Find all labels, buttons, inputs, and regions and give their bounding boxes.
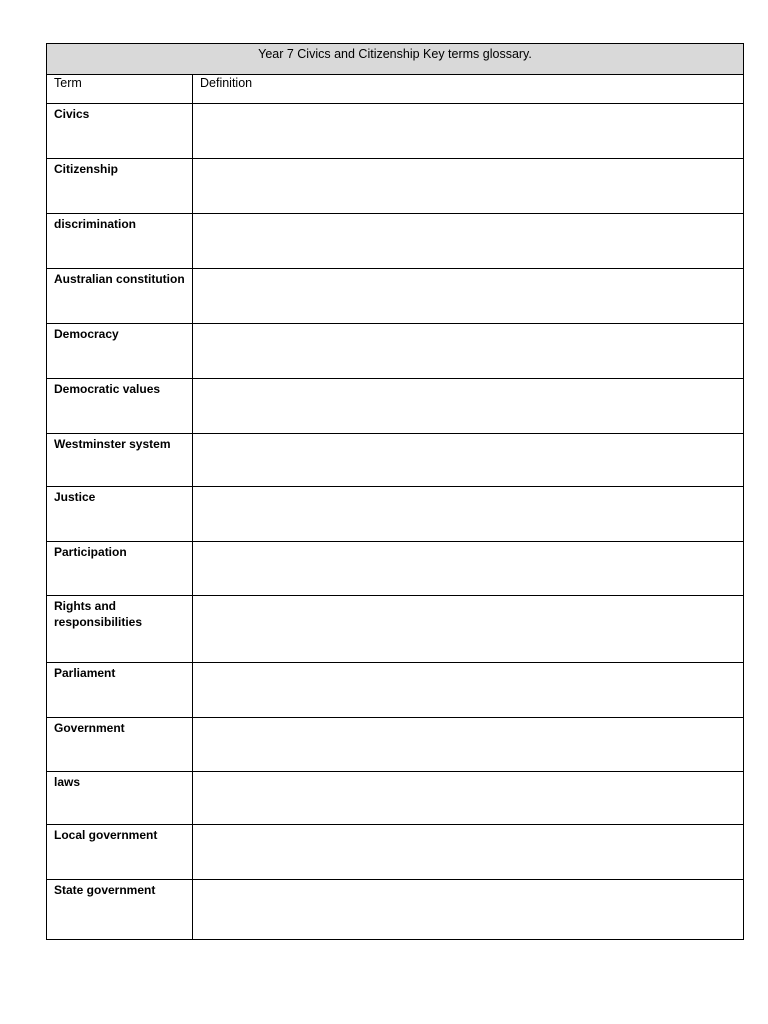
term-cell: Civics [47, 104, 193, 159]
table-row [47, 104, 744, 159]
definition-column-header: Definition [193, 75, 744, 104]
definition-cell[interactable] [193, 596, 744, 663]
definition-cell[interactable] [193, 214, 744, 269]
term-cell: Justice [47, 487, 193, 542]
table-row [47, 214, 744, 269]
term-column-header: Term [47, 75, 193, 104]
definition-cell[interactable] [193, 825, 744, 880]
glossary-title: Year 7 Civics and Citizenship Key terms glossary. [47, 44, 744, 75]
header-row [47, 75, 744, 104]
term-cell: Democratic values [47, 379, 193, 434]
term-cell: State government [47, 880, 193, 940]
table-row [47, 596, 744, 663]
definition-cell[interactable] [193, 487, 744, 542]
term-cell: Westminster system [47, 434, 193, 487]
definition-cell[interactable] [193, 880, 744, 940]
definition-cell[interactable] [193, 379, 744, 434]
table-row [47, 772, 744, 825]
table-row [47, 663, 744, 718]
table-row [47, 880, 744, 940]
definition-cell[interactable] [193, 324, 744, 379]
table-row [47, 825, 744, 880]
term-cell: Government [47, 718, 193, 772]
table-row [47, 269, 744, 324]
title-row [47, 44, 744, 75]
term-cell: Participation [47, 542, 193, 596]
table-row [47, 542, 744, 596]
table-row [47, 379, 744, 434]
definition-cell[interactable] [193, 159, 744, 214]
table-row [47, 718, 744, 772]
term-cell: Democracy [47, 324, 193, 379]
glossary-body [47, 104, 744, 940]
definition-cell[interactable] [193, 542, 744, 596]
table-row [47, 324, 744, 379]
term-cell: Australian constitution [47, 269, 193, 324]
glossary-table [46, 43, 744, 940]
term-cell: Rights and responsibilities [47, 596, 193, 663]
term-cell: laws [47, 772, 193, 825]
table-row [47, 434, 744, 487]
definition-cell[interactable] [193, 718, 744, 772]
term-cell: discrimination [47, 214, 193, 269]
term-cell: Parliament [47, 663, 193, 718]
table-row [47, 159, 744, 214]
definition-cell[interactable] [193, 772, 744, 825]
term-cell: Citizenship [47, 159, 193, 214]
definition-cell[interactable] [193, 434, 744, 487]
term-cell: Local government [47, 825, 193, 880]
definition-cell[interactable] [193, 104, 744, 159]
definition-cell[interactable] [193, 663, 744, 718]
definition-cell[interactable] [193, 269, 744, 324]
table-row [47, 487, 744, 542]
